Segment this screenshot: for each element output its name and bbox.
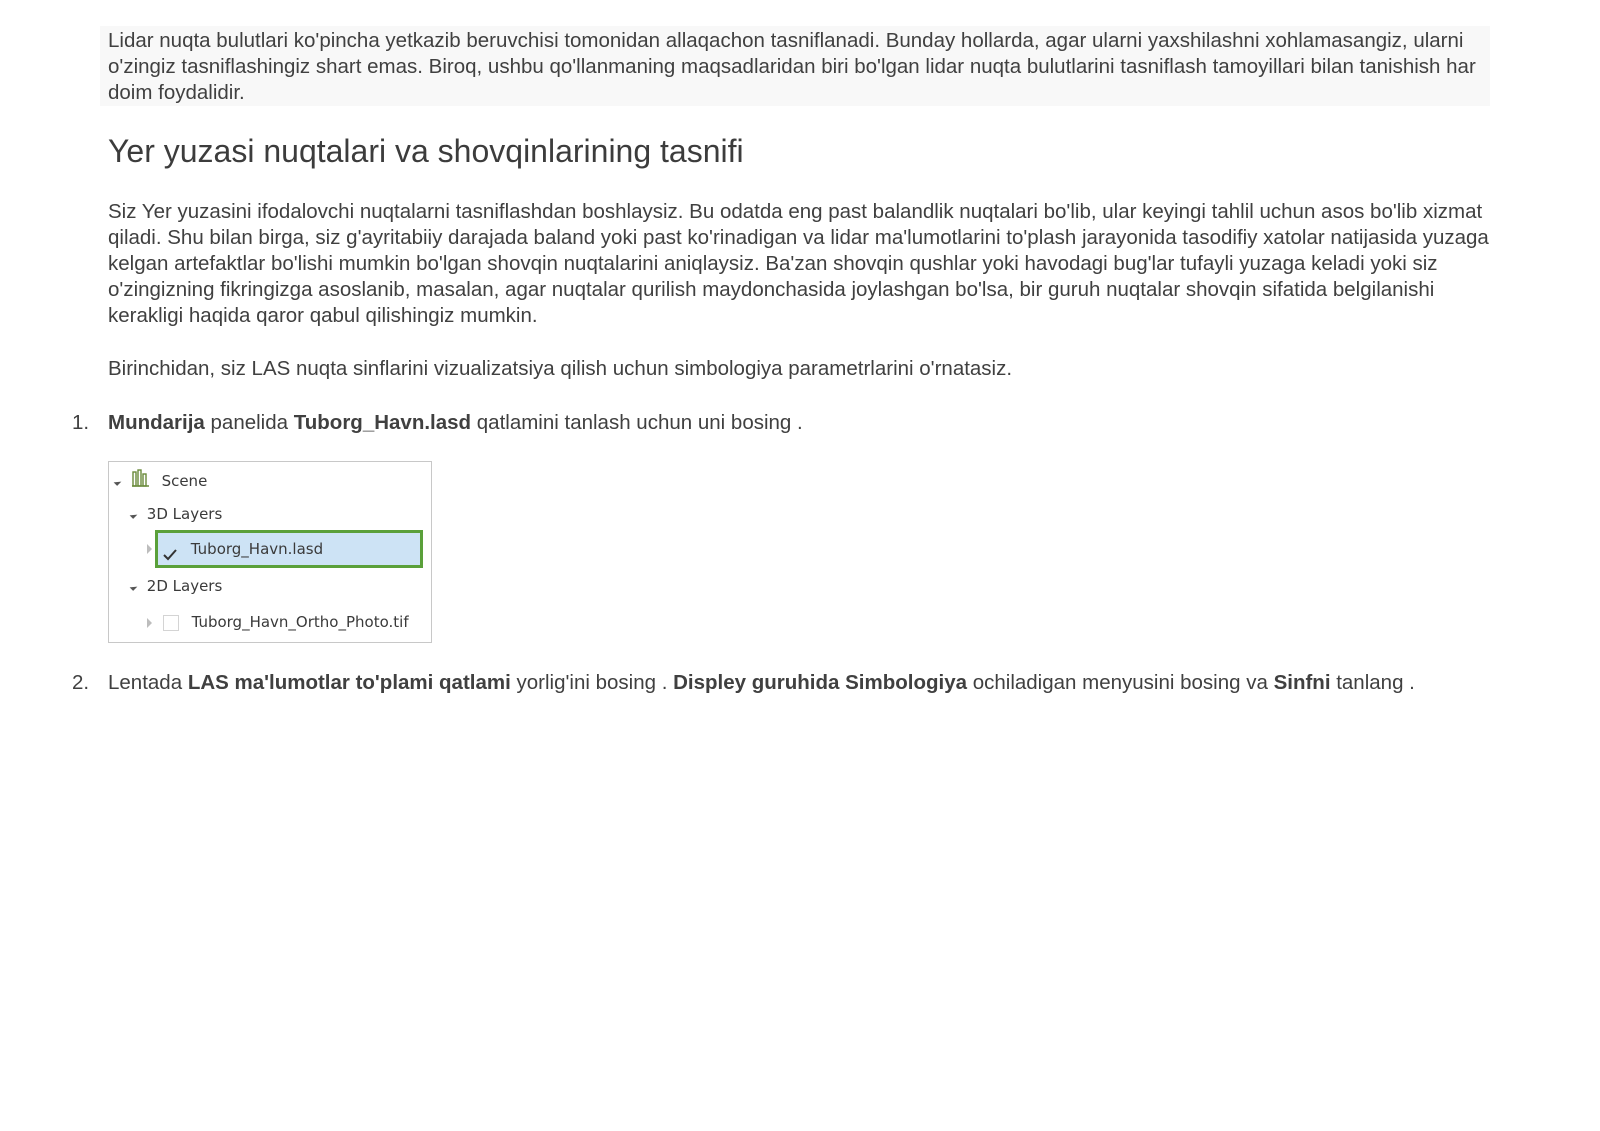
step-body: [108, 670, 1448, 696]
collapsed-arrow-icon[interactable]: [147, 618, 152, 628]
step-bold-layer: Tuborg_Havn.lasd: [293, 411, 472, 434]
section-heading: Yer yuzasi nuqtalari va shovqinlarining tasnifi: [108, 133, 744, 169]
step-number: 1.: [72, 411, 90, 434]
tree-item-2d-layers[interactable]: [131, 574, 222, 598]
intro-note: [100, 26, 1490, 106]
paragraph-symbology-intro: Birinchidan, siz LAS nuqta sinflarini vizualizatsiya qilish uchun simbologiya parametrlarini o'rnatasiz.: [108, 357, 1013, 380]
step-text: ochiladigan menyusini bosing va: [967, 671, 1274, 694]
collapsed-arrow-icon[interactable]: [147, 544, 152, 554]
tree-item-tuborg-havn-lasd[interactable]: [147, 530, 427, 572]
step-text: yorlig'ini bosing .: [510, 671, 674, 694]
selected-layer-label: Tuborg_Havn.lasd: [190, 540, 324, 558]
step-bold-menu: Displey guruhida Simbologiya: [673, 671, 968, 694]
step-number: 2.: [72, 671, 90, 694]
expand-arrow-icon[interactable]: [130, 583, 138, 591]
layers-2d-label: 2D Layers: [146, 577, 223, 595]
tree-item-ortho-photo[interactable]: [147, 610, 409, 634]
contents-pane-screenshot: [108, 461, 432, 643]
tree-item-3d-layers[interactable]: [131, 502, 222, 526]
intro-note-text: Lidar nuqta bulutlari ko'pincha yetkazib beruvchisi tomonidan allaqachon tasniflanadi. Bunday hollarda, agar ularni yaxshilashni xohlamasangiz, ularni o'zingiz tasniflashingiz shart emas. Biroq, ushbu qo'llanmaning maqsadlaridan biri bo'lgan lidar nuqta bulutlarini tasniflash tamoyillari bilan tanishish har doim foydalidir.: [108, 29, 1476, 104]
step-bold-class: Sinfni: [1273, 671, 1331, 694]
step-text: tanlang .: [1330, 671, 1415, 694]
expand-arrow-icon[interactable]: [130, 511, 138, 519]
selection-highlight[interactable]: [155, 530, 423, 568]
scene-icon: [131, 468, 151, 495]
layers-3d-label: 3D Layers: [146, 505, 223, 523]
paragraph-ground-noise: Siz Yer yuzasini ifodalovchi nuqtalarni tasniflashdan boshlaysiz. Bu odatda eng past balandlik nuqtalari bo'lib, ular keyingi tahlil uchun asos bo'lib xizmat qiladi. Shu bilan birga, siz g'ayritabiiy darajada baland yoki past ko'rinadigan va lidar ma'lumotlarini to'plash jarayonida tasodifiy xatolar natijasida yuzaga kelgan artefaktlar bo'lishi mumkin bo'lgan shovqin nuqtalarini aniqlaysiz. Ba'zan shovqin qushlar yoki havodagi bug'lar tufayli yuzaga keladi yoki siz o'zingizning fikringizga asoslanib, masalan, agar nuqtalar qurilish maydonchasida joylashgan bo'lsa, bir guruh nuqtalar shovqin sifatida belgilanishi kerakligi haqida qaror qabul qilishingiz mumkin.: [108, 200, 1489, 327]
step-text: panelida: [204, 411, 294, 434]
scene-label: Scene: [161, 472, 208, 490]
checkbox-unchecked[interactable]: [163, 615, 179, 631]
step-bold-tab: LAS ma'lumotlar to'plami qatlami: [187, 671, 511, 694]
step-text: Lentada: [108, 671, 188, 694]
expand-arrow-icon[interactable]: [114, 478, 122, 486]
tree-item-scene[interactable]: [115, 468, 207, 492]
step-body: [108, 410, 1448, 436]
ortho-layer-label: Tuborg_Havn_Ortho_Photo.tif: [191, 613, 409, 631]
step-bold-contents: Mundarija: [108, 411, 205, 434]
check-icon[interactable]: [162, 542, 178, 558]
step-text: qatlamini tanlash uchun uni bosing .: [471, 411, 803, 434]
